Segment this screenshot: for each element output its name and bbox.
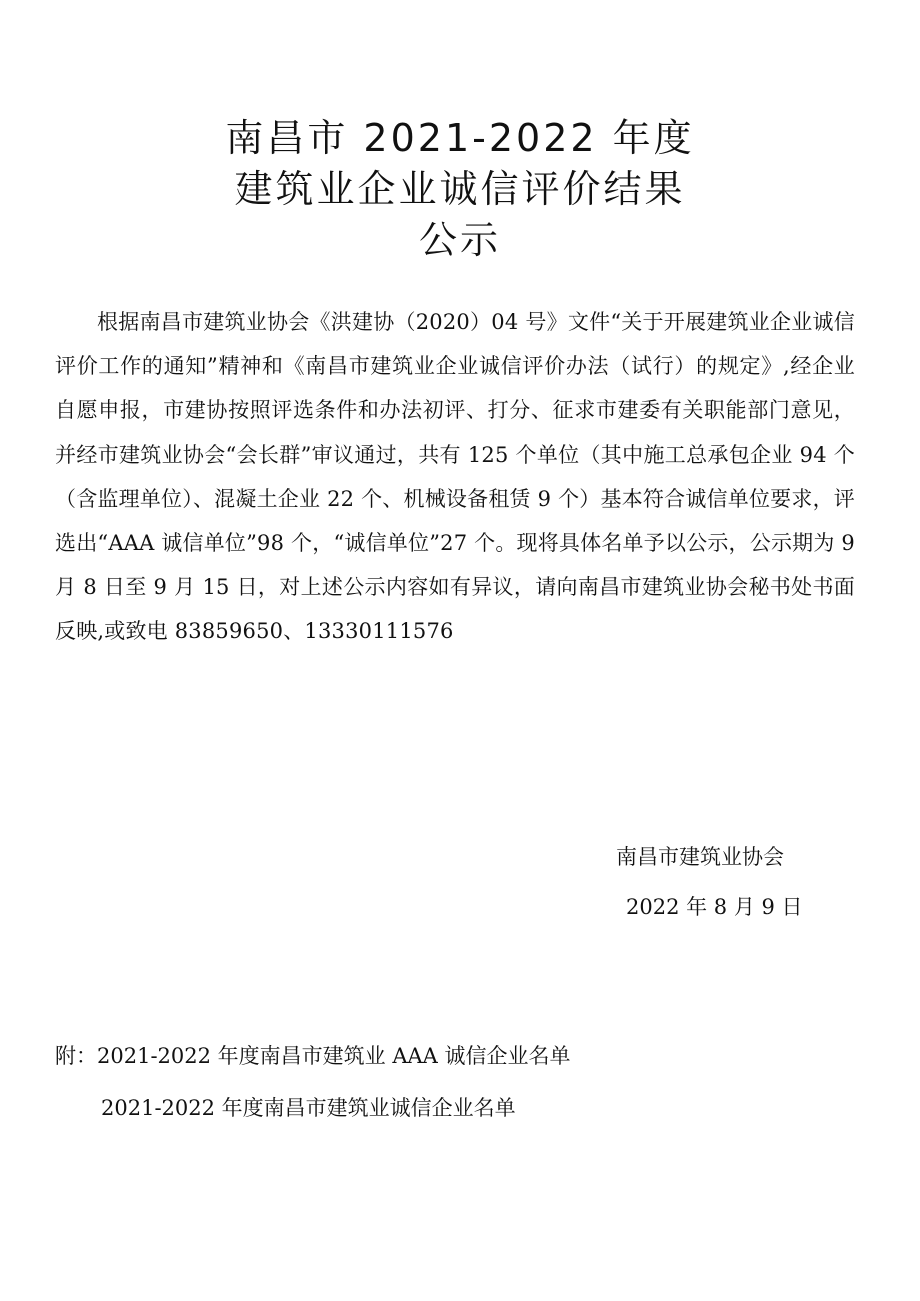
- title-line-1: 南昌市 2021-2022 年度: [225, 116, 695, 160]
- title-line-3: 公示: [418, 218, 501, 262]
- attachment-item-1: 附：2021-2022 年度南昌市建筑业 AAA 诚信企业名单: [55, 1044, 571, 1068]
- attachment-item-2: 2021-2022 年度南昌市建筑业诚信企业名单: [101, 1096, 516, 1120]
- body-paragraph: 根据南昌市建筑业协会《洪建协（2020）04 号》文件“关于开展建筑业企业诚信评价工作的通知”精神和《南昌市建筑业企业诚信评价办法（试行）的规定》,经企业自愿申报，市建协按照评选条件和办法初评、打分、征求市建委有关职能部门意见，并经市建筑业协会“会长群”审议通过，共有 125 个单位（其中施工总承包企业 94 个（含监理单位）、混凝土企业 22 个、机械设备租赁 9 个）基本符合诚信单位要求，评选出“AAA 诚信单位”98 个，“诚信单位”27 个。现将具体名单予以公示，公示期为 9 月 8 日至 9 月 15 日，对上述公示内容如有异议，请向南昌市建筑业协会秘书处书面反映,或致电 83859650、13330111576: [55, 310, 855, 644]
- title-line-2: 建筑业企业诚信评价结果: [234, 167, 686, 211]
- signature-date: 2022 年 8 月 9 日: [626, 895, 803, 919]
- signature-organization: 南昌市建筑业协会: [616, 845, 784, 869]
